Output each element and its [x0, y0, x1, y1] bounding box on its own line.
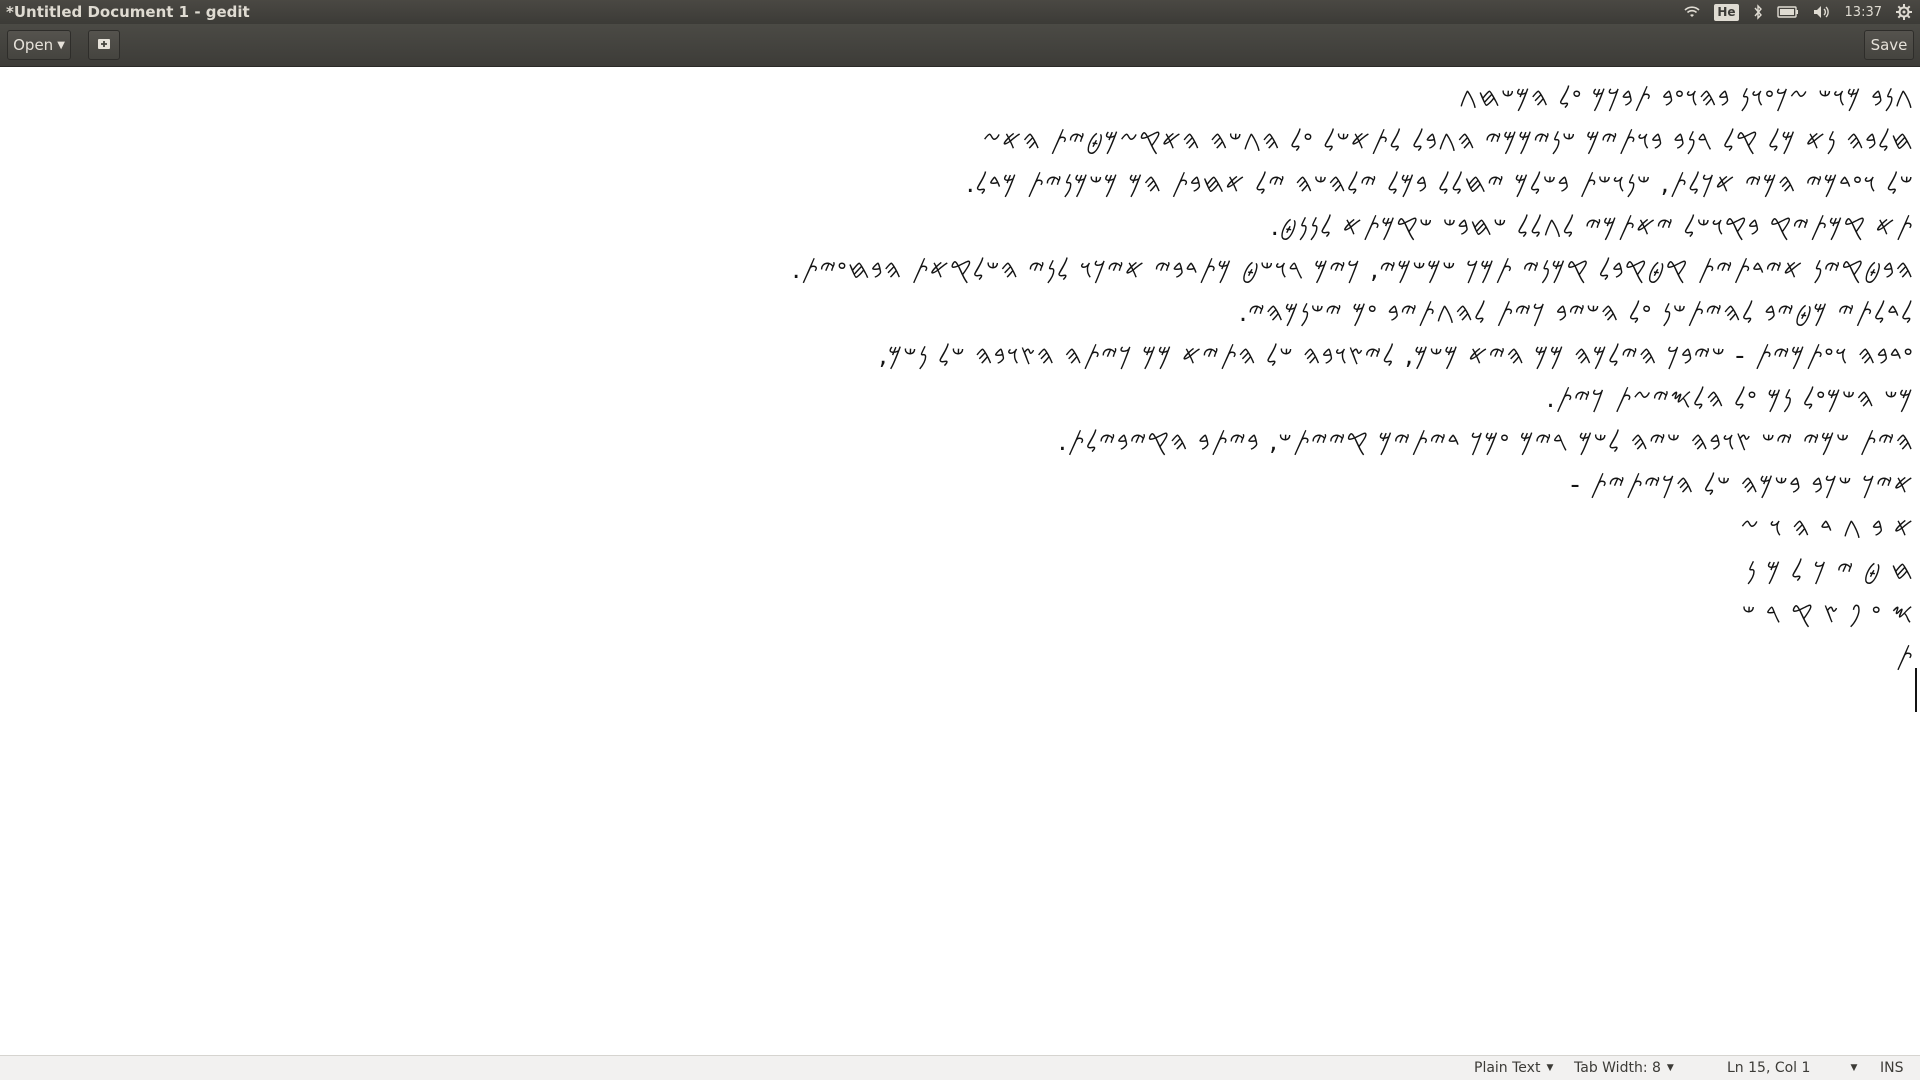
chevron-down-icon: ▼ [1546, 1063, 1554, 1073]
chevron-down-icon: ▼ [1666, 1063, 1674, 1073]
keyboard-layout-indicator[interactable]: He [1714, 4, 1738, 21]
text-editor[interactable] [0, 67, 1920, 1055]
language-label: Plain Text [1474, 1060, 1541, 1076]
new-tab-icon [97, 36, 111, 54]
chevron-down-icon: ▼ [57, 39, 65, 51]
open-label: Open [13, 36, 54, 54]
new-tab-button[interactable] [88, 30, 120, 60]
battery-icon[interactable] [1777, 6, 1799, 18]
insert-mode-indicator: INS [1880, 1060, 1904, 1076]
open-button[interactable] [7, 30, 71, 60]
text-line[interactable]: 𐤄𐤁𐤈𐤒𐤉𐤍 𐤀𐤉𐤃𐤕𐤉𐤕 𐤒𐤈𐤒𐤁𐤋 𐤒𐤌𐤍𐤉 𐤕𐤌𐤊 𐤔𐤌𐤔𐤌𐤉, 𐤊𐤉𐤌 𐤓𐤅𐤔𐤈 𐤌𐤕𐤃𐤁𐤉 𐤀𐤉𐤊𐤅 𐤋𐤍𐤉 𐤄𐤔𐤋𐤒𐤀𐤕 𐤄𐤁𐤇𐤏𐤉𐤕. [792, 255, 1914, 285]
chevron-down-icon: ▼ [1850, 1063, 1858, 1073]
text-line[interactable] [414, 679, 1914, 722]
text-line[interactable]: 𐤕𐤀 𐤒𐤌𐤕𐤉𐤒 𐤁𐤒𐤅𐤔𐤋 𐤉𐤀𐤕𐤌𐤉 𐤋𐤂𐤋𐤋 𐤔𐤇𐤁𐤔 𐤔𐤒𐤌𐤕𐤀 𐤋𐤍𐤍𐤈. [1270, 212, 1914, 242]
top-panel [0, 0, 1920, 24]
system-tray [1684, 0, 1912, 24]
window-title: *Untitled Document 1 - gedit [6, 3, 250, 21]
language-selector[interactable] [1474, 1060, 1553, 1076]
text-line[interactable]: 𐤕 [1895, 642, 1914, 672]
text-cursor [1915, 668, 1917, 712]
text-line[interactable]: 𐤀𐤉𐤊 𐤔𐤊𐤁 𐤁𐤔𐤌𐤄 𐤔𐤋 𐤄𐤊𐤉𐤕𐤉𐤕 - [1570, 470, 1914, 500]
text-line[interactable]: 𐤔𐤋 𐤅𐤏𐤃𐤌𐤉 𐤄𐤌𐤉 𐤀𐤊𐤋𐤕, 𐤔𐤍𐤅𐤔𐤕 𐤁𐤔𐤋𐤌 𐤉𐤇𐤋𐤋 𐤁𐤌𐤋 𐤉𐤋𐤄𐤔𐤄 𐤉𐤋 𐤀𐤇𐤁𐤕 𐤄𐤌 𐤌𐤔𐤌𐤍𐤉𐤕 𐤌𐤃𐤋. [966, 169, 1914, 199]
volume-icon[interactable] [1813, 5, 1831, 19]
text-line[interactable]: 𐤄𐤉𐤕 𐤔𐤌𐤉 𐤉𐤔 𐤑𐤅𐤁𐤄 𐤔𐤉𐤄 𐤋𐤔𐤌 𐤓𐤉𐤌 𐤏𐤌𐤊 𐤃𐤉𐤕𐤉𐤌 𐤒𐤉𐤉𐤕𐤔, 𐤁𐤉𐤕𐤁 𐤄𐤒𐤉𐤁𐤉𐤋𐤕. [1058, 427, 1914, 457]
tab-width-selector[interactable] [1574, 1060, 1674, 1076]
text-line[interactable]: 𐤌𐤔 𐤄𐤔𐤌𐤏𐤋 𐤍𐤌 𐤏𐤋 𐤄𐤋𐤎𐤉𐤆𐤕 𐤊𐤉𐤕. [1546, 384, 1914, 414]
text-line[interactable]: 𐤂𐤍𐤁 𐤌𐤅𐤔 𐤆𐤊𐤏𐤅𐤍 𐤁𐤄𐤅𐤏𐤁 𐤕𐤁𐤊𐤌 𐤏𐤋 𐤄𐤌𐤔𐤇𐤂 [1459, 83, 1914, 113]
text-line[interactable]: 𐤎 𐤏 𐤐 𐤑 𐤒 𐤓 𐤔 [1741, 599, 1914, 629]
tab-width-label: Tab Width: 8 [1574, 1060, 1661, 1076]
save-button[interactable]: Save [1864, 30, 1914, 60]
document-text[interactable] [414, 77, 1914, 722]
text-line[interactable]: 𐤏𐤃𐤁𐤄 𐤅𐤏𐤕𐤌𐤉𐤕 - 𐤔𐤉𐤁𐤊 𐤄𐤉𐤋𐤌𐤄 𐤌𐤌 𐤄𐤉𐤀 𐤌𐤔𐤌, 𐤋𐤉𐤑𐤅𐤁𐤄 𐤔𐤋 𐤄𐤕𐤉𐤀 𐤌𐤌 𐤊𐤉𐤕𐤄 𐤄𐤑𐤅𐤁𐤄 𐤔𐤋 𐤍𐤔𐤌, [878, 341, 1914, 371]
clock[interactable]: 13:37 [1844, 4, 1882, 20]
gear-icon[interactable] [1896, 4, 1912, 20]
text-line[interactable]: 𐤀 𐤁 𐤂 𐤃 𐤄 𐤅 𐤆 [1740, 513, 1914, 543]
wifi-icon[interactable] [1684, 5, 1700, 19]
bluetooth-icon[interactable] [1753, 4, 1763, 20]
cursor-position-label: Ln 15, Col 1 [1727, 1060, 1811, 1076]
header-bar [0, 24, 1920, 67]
text-line[interactable]: 𐤇 𐤈 𐤉 𐤊 𐤋 𐤌 𐤍 [1746, 556, 1914, 586]
text-line[interactable]: 𐤇𐤋𐤁𐤄 𐤍𐤀 𐤌𐤋 𐤒𐤋 𐤓𐤍𐤁 𐤁𐤅𐤕𐤉𐤌 𐤔𐤍𐤉𐤌𐤌𐤉 𐤄𐤂𐤁𐤋 𐤋𐤕𐤀𐤔𐤋 𐤏𐤋 𐤄𐤂𐤔𐤄 𐤄𐤀𐤒𐤆𐤌𐤈𐤉𐤕 𐤄𐤀𐤆 [982, 126, 1914, 156]
status-bar [0, 1055, 1920, 1080]
cursor-position[interactable] [1727, 1060, 1857, 1076]
text-line[interactable]: 𐤋𐤃𐤋𐤕𐤉 𐤌𐤈𐤉𐤁 𐤋𐤄𐤉𐤕𐤔𐤍 𐤏𐤋 𐤄𐤔𐤉𐤁 𐤊𐤉𐤕 𐤋𐤄𐤂𐤕𐤉𐤁 𐤏𐤌 𐤉𐤔𐤍𐤌𐤄𐤉. [1238, 298, 1914, 328]
